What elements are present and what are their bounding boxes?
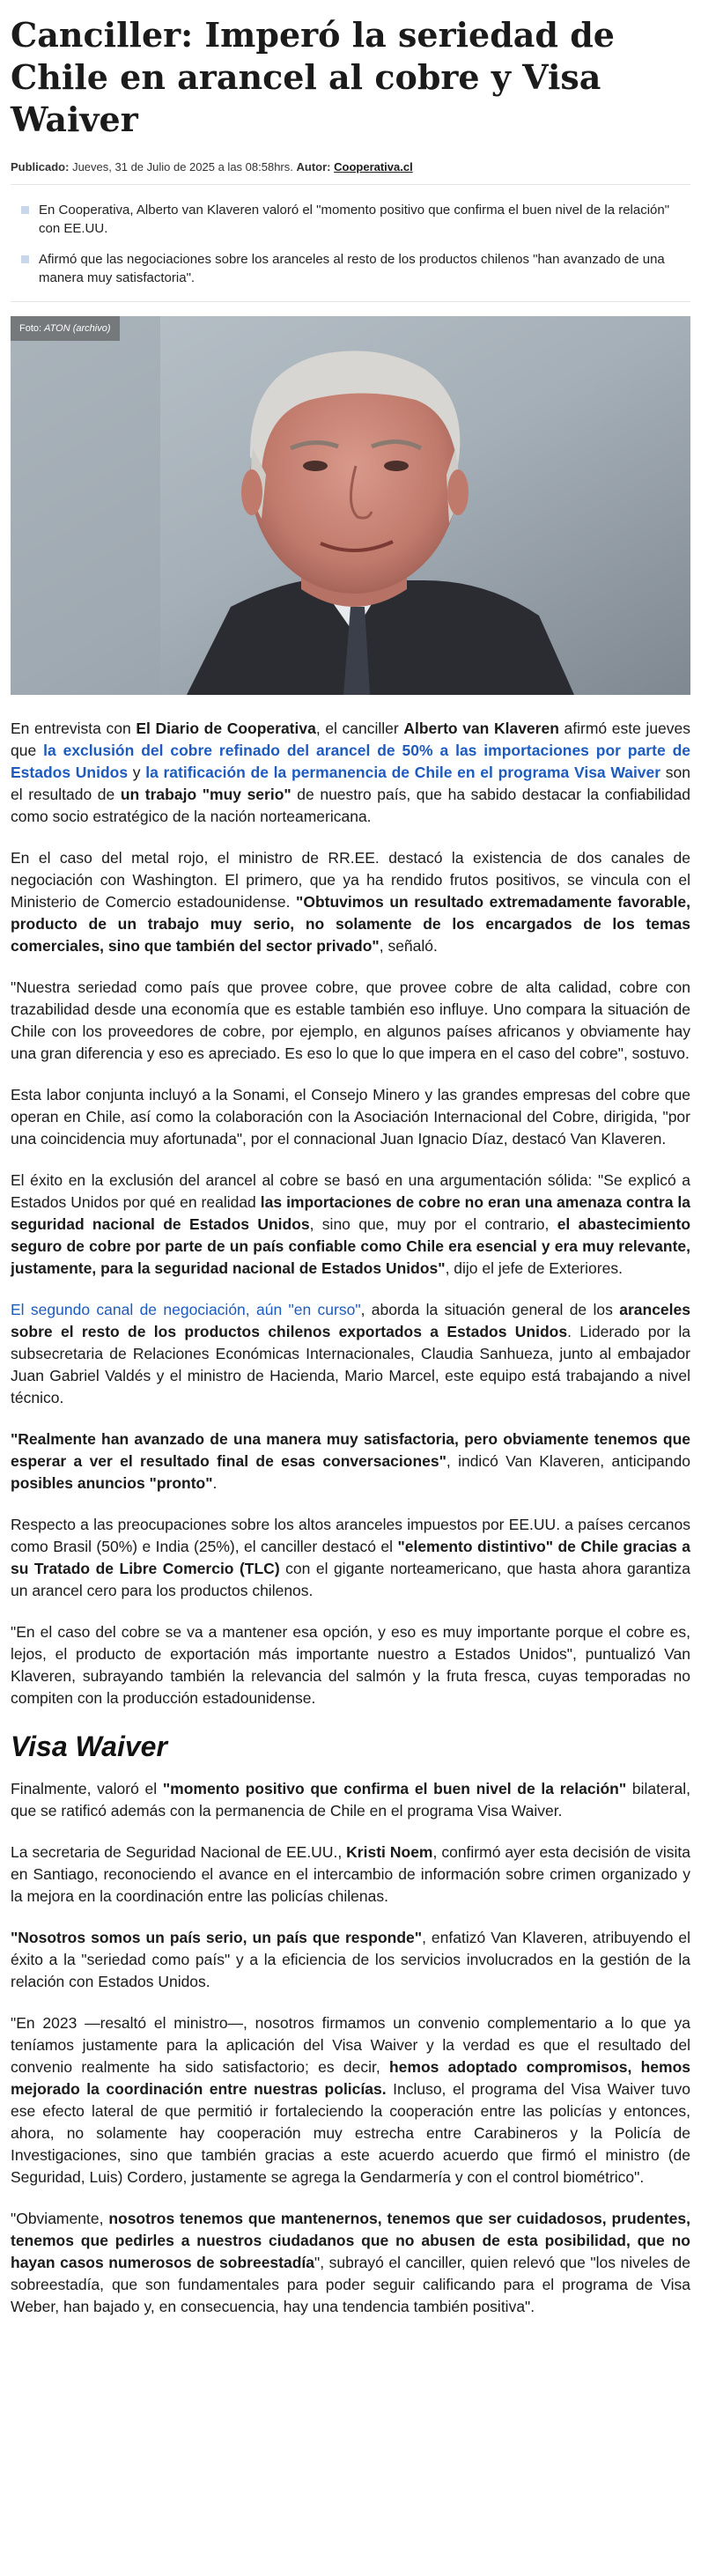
summary-bullets xyxy=(11,196,690,302)
text-span: y xyxy=(128,764,146,781)
text-span: afirmó este jueves que xyxy=(11,720,691,759)
text-span: Finalmente, valoró el xyxy=(11,1780,163,1797)
paragraph-11 xyxy=(11,1842,690,1908)
summary-bullet xyxy=(19,201,682,238)
text-span: , enfatizó Van Klaveren, atribuyendo el éxito a la "seriedad como país" y a la eficiencia de los servicios involucrados en la gestión de la relación con Estados Unidos. xyxy=(11,1929,690,1990)
text-bold: aranceles sobre el resto de los productos chilenos exportados a Estados Unidos xyxy=(11,1301,690,1340)
photo-credit-source: ATON (archivo) xyxy=(44,323,111,334)
portrait-illustration xyxy=(11,316,690,695)
text-span: En entrevista con xyxy=(11,720,137,737)
published-label: Publicado: xyxy=(11,160,70,173)
text-bold: nosotros tenemos que mantenernos, tenemos que ser cuidadosos, prudentes, tenemos que pedirles a nuestros ciudadanos que no abusen de esta posibilidad, que no hayan casos numerosos de sobreestadía xyxy=(11,2210,690,2271)
main-photo xyxy=(11,316,690,695)
text-bold: las importaciones de cobre no eran una amenaza contra la seguridad nacional de Estados Unidos xyxy=(11,1193,690,1233)
text-span: ", subrayó el canciller, quien relevó que "los niveles de sobreestadía, que son fundamentales para poder seguir calificando para el programa de Visa Weber, han bajado y, en consecuencia, hay una tendencia también positiva". xyxy=(11,2254,690,2315)
paragraph-4: Esta labor conjunta incluyó a la Sonami, el Consejo Minero y las grandes empresas del cobre que operan en Chile, así como la colaboración con la Asociación Internacional del Cobre, dirigida, "por una coincidencia muy afortunada", por el connacional Juan Ignacio Díaz, destacó Van Klaveren. xyxy=(11,1086,690,1148)
paragraph-2 xyxy=(11,847,690,957)
published-date: Jueves, 31 de Julio de 2025 a las 08:58hrs. xyxy=(72,160,293,173)
paragraph-3: "Nuestra seriedad como país que provee cobre, que provee cobre de alta calidad, cobre con trazabilidad desde una economía que es estable también eso influye. Uno compara la situación de Chile con los proveedores de cobre, por ejemplo, en algunos países africanos y obviamente hay una gran diferencia y eso es apreciado. Es eso lo que lo que impera en el caso del cobre", sostuvo. xyxy=(11,978,690,1062)
author-link[interactable]: Cooperativa.cl xyxy=(334,160,413,173)
text-span: Incluso, el programa del Visa Waiver tuvo ese efecto lateral de que permitió ir fortaleciendo la cooperación entre las policías y entonces, ahora, no solamente hay cooperación muy estrecha entre Carabineros y la Policía de Investigaciones, sino que también gracias a este acuerdo acuerdo que firmó el ministro (de Seguridad, Luis) Cordero, justamente se agrega la Gendarmería y con el control biométrico". xyxy=(11,2080,690,2186)
text-bold: "Realmente han avanzado de una manera muy satisfactoria, pero obviamente tenemos que esperar a ver el resultado final de esas conversaciones" xyxy=(11,1430,690,1470)
text-span: , señaló. xyxy=(379,937,438,955)
text-span: Respecto a las preocupaciones sobre los altos aranceles impuestos por EE.UU. a países cercanos como Brasil (50%) e India (25%), el canciller destacó el xyxy=(11,1516,690,1555)
text-span: "Obviamente, xyxy=(11,2210,109,2227)
bullet-square-icon xyxy=(21,206,29,214)
paragraph-13 xyxy=(11,2012,690,2188)
paragraph-14 xyxy=(11,2208,690,2318)
text-bold: "momento positivo que confirma el buen nivel de la relación" xyxy=(162,1780,627,1797)
text-span: , confirmó ayer esta decisión de visita en Santiago, reconociendo el avance en el intercambio de información sobre crimen organizado y la mejora en la coordinación entre las policías chilenas. xyxy=(11,1843,690,1905)
photo-credit xyxy=(11,316,120,341)
text-span: son el resultado de xyxy=(11,764,690,803)
section-heading: Visa Waiver xyxy=(11,1731,167,1762)
summary-bullet-text: Afirmó que las negociaciones sobre los aranceles al resto de los productos chilenos "han avanzado de una manera muy satisfactoria". xyxy=(39,252,665,285)
related-link[interactable]: la ratificación de la permanencia de Chile en el programa Visa Waiver xyxy=(145,764,661,781)
paragraph-9: "En el caso del cobre se va a mantener esa opción, y eso es muy importante porque el cobre es, lejos, el producto de exportación más importante nuestro a Estados Unidos", puntualizó Van Klaveren, subrayando también la relevancia del salmón y la fruta fresca, cuyas temporadas no compiten con la producción estadounidense. xyxy=(11,1623,690,1707)
text-span: "En 2023 —resaltó el ministro—, nosotros firmamos un convenio complementario a lo que ya teníamos justamente para la aplicación del Visa Waiver y la verdad es que el resultado del convenio realmente ha sido satisfactorio; es decir, xyxy=(11,2014,690,2076)
text-bold: El Diario de Cooperativa xyxy=(136,720,316,737)
text-bold: "elemento distintivo" de Chile gracias a su Tratado de Libre Comercio (TLC) xyxy=(11,1538,690,1577)
text-bold: Alberto van Klaveren xyxy=(403,720,559,737)
article-title: Canciller: Imperó la seriedad de Chile en arancel al cobre y Visa Waiver xyxy=(11,15,615,139)
text-span: . xyxy=(212,1474,218,1492)
text-bold: el abastecimiento seguro de cobre por parte de un país confiable como Chile era esencial y era muy relevante, justamente, para la seguridad nacional de Estados Unidos" xyxy=(11,1215,691,1277)
summary-bullet-text: En Cooperativa, Alberto van Klaveren valoró el "momento positivo que confirma el buen nivel de la relación" con EE.UU. xyxy=(39,203,670,236)
paragraph-8 xyxy=(11,1514,690,1602)
text-span: , el canciller xyxy=(315,720,404,737)
text-span: con el gigante norteamericano, que hasta ahora garantiza un arancel cero para los productos chilenos. xyxy=(11,1560,690,1599)
paragraph-12 xyxy=(11,1927,690,1993)
article-meta xyxy=(11,160,690,185)
photo-credit-label: Foto: xyxy=(19,323,42,334)
text-span: La secretaria de Seguridad Nacional de EE.UU., xyxy=(11,1843,347,1861)
text-bold: "Obtuvimos un resultado extremadamente favorable, producto de un trabajo muy serio, no solamente de los encargados de los temas comerciales, sino que también del sector privado" xyxy=(11,893,690,955)
text-span: En el caso del metal rojo, el ministro de RR.EE. destacó la existencia de dos canales de negociación con Washington. El primero, que ya ha rendido frutos positivos, se vincula con el Ministerio de Comercio estadounidense. xyxy=(11,849,690,911)
text-span: El éxito en la exclusión del arancel al cobre se basó en una argumentación sólida: "Se explicó a Estados Unidos por qué en realidad xyxy=(11,1171,690,1211)
text-span: de nuestro país, que ha sabido destacar la confiabilidad como socio estratégico de la nación norteamericana. xyxy=(11,786,690,825)
summary-bullet xyxy=(19,250,682,287)
paragraph-7 xyxy=(11,1428,690,1495)
text-span: . Liderado por la subsecretaria de Relaciones Económicas Internacionales, Claudia Sanhueza, junto al embajador Juan Gabriel Valdés y el ministro de Hacienda, Mario Marcel, este equipo está trabajando a nivel técnico. xyxy=(11,1323,690,1406)
text-span: , dijo el jefe de Exteriores. xyxy=(445,1259,623,1277)
text-span: , aborda la situación general de los xyxy=(360,1301,620,1318)
text-span: , indicó Van Klaveren, anticipando xyxy=(446,1452,690,1470)
text-span: , sino que, muy por el contrario, xyxy=(309,1215,557,1233)
paragraph-5 xyxy=(11,1170,690,1280)
related-link[interactable]: El segundo canal de negociación, aún "en curso" xyxy=(11,1301,361,1318)
paragraph-6 xyxy=(11,1299,690,1409)
paragraph-1 xyxy=(11,718,690,828)
related-link[interactable]: la exclusión del cobre refinado del arancel de 50% a las importaciones por parte de Estados Unidos xyxy=(11,742,690,781)
author-label: Autor: xyxy=(296,160,331,173)
text-bold: hemos adoptado compromisos, hemos mejorado la coordinación entre nuestras policías. xyxy=(11,2058,691,2098)
text-bold: "Nosotros somos un país serio, un país que responde" xyxy=(11,1929,423,1946)
text-bold: Kristi Noem xyxy=(346,1843,433,1861)
text-span: bilateral, que se ratificó además con la permanencia de Chile en el programa Visa Waiver. xyxy=(11,1780,690,1819)
text-bold: un trabajo "muy serio" xyxy=(120,786,291,803)
bullet-square-icon xyxy=(21,255,29,263)
text-bold: posibles anuncios "pronto" xyxy=(11,1474,213,1492)
paragraph-10 xyxy=(11,1778,690,1822)
